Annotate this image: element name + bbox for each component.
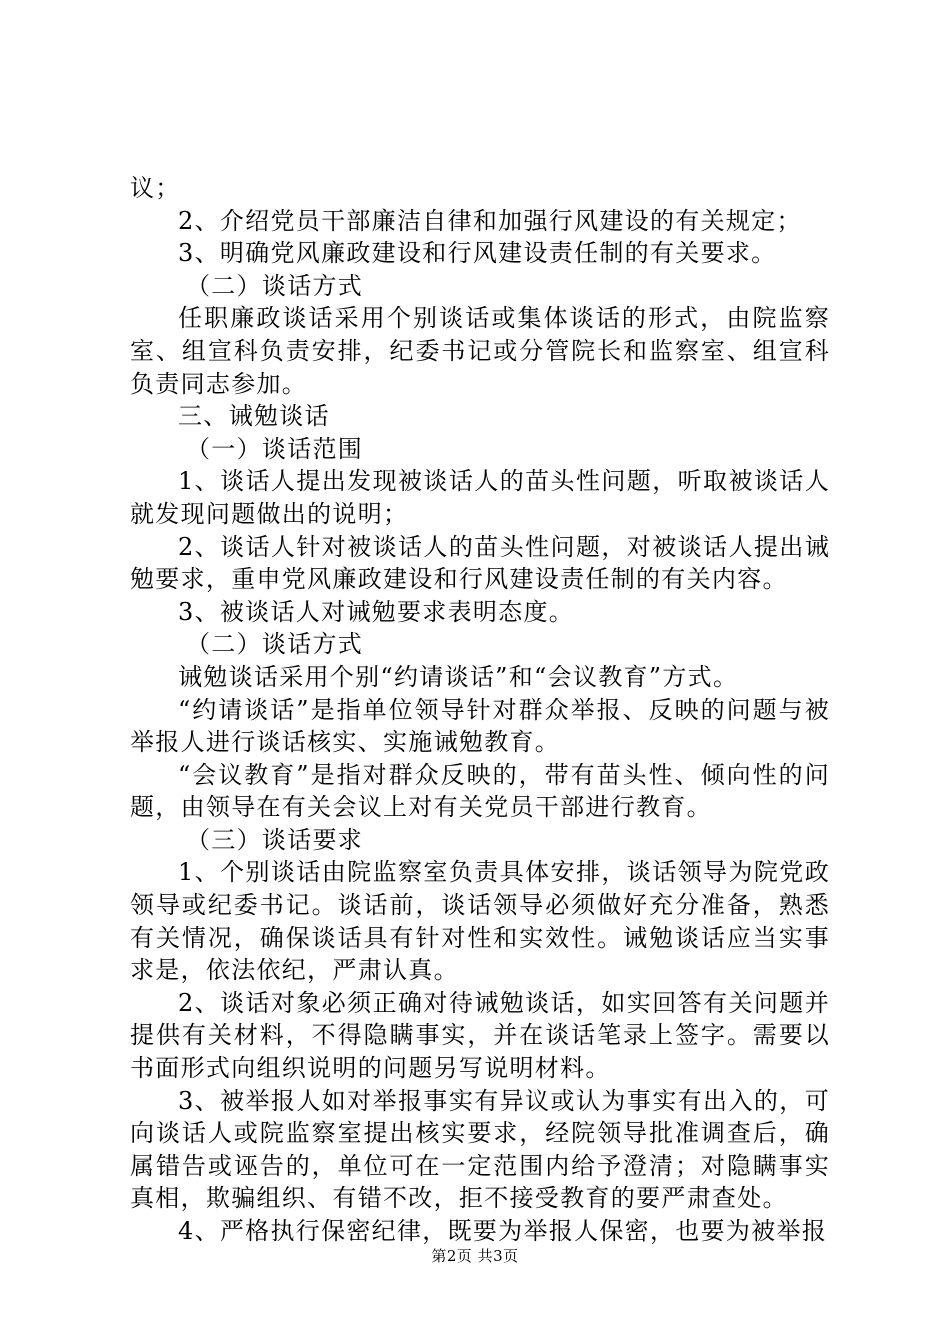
document-body: [130, 172, 830, 1248]
body-paragraph: 1、个别谈话由院监察室负责具体安排，谈话领导为院党政领导或纪委书记。谈话前，谈话领导必须做好充分准备，熟悉有关情况，确保谈话具有针对性和实效性。诫勉谈话应当实事求是，依法依纪，严肃认真。: [130, 858, 830, 985]
body-paragraph: “约请谈话”是指单位领导针对群众举报、反映的问题与被举报人进行谈话核实、实施诫勉教育。: [130, 695, 830, 757]
body-paragraph: 2、谈话人针对被谈话人的苗头性问题，对被谈话人提出诫勉要求，重申党风廉政建设和行风建设责任制的有关内容。: [130, 532, 830, 594]
body-paragraph: （二）谈话方式: [186, 271, 364, 300]
body-paragraph: 任职廉政谈话采用个别谈话或集体谈话的形式，由院监察室、组宣科负责安排，纪委书记或分管院长和监察室、组宣科负责同志参加。: [130, 304, 830, 398]
page-footer: 第2页 共3页: [431, 1247, 519, 1265]
body-paragraph: 3、被谈话人对诫勉要求表明态度。: [178, 597, 575, 626]
body-paragraph: （二）谈话方式: [186, 630, 364, 659]
body-paragraph: 2、谈话对象必须正确对待诫勉谈话，如实回答有关问题并提供有关材料，不得隐瞒事实，并在谈话笔录上签字。需要以书面形式向组织说明的问题另写说明材料。: [130, 988, 830, 1083]
body-paragraph: 3、被举报人如对举报事实有异议或认为事实有出入的，可向谈话人或院监察室提出核实要求，经院领导批准调查后，确属错告或诬告的，单位可在一定范围内给予澄清；对隐瞒事实真相，欺骗组织、有错不改，拒不接受教育的要严肃查处。: [130, 1086, 830, 1213]
body-paragraph: 3、明确党风廉政建设和行风建设责任制的有关要求。: [178, 239, 777, 268]
body-paragraph: （三）谈话要求: [186, 825, 364, 854]
body-paragraph: （一）谈话范围: [186, 434, 364, 463]
body-paragraph: 4、严格执行保密纪律，既要为举报人保密，也要为被举报: [178, 1217, 828, 1245]
body-paragraph: 议；: [130, 174, 181, 202]
body-paragraph: 1、谈话人提出发现被谈话人的苗头性问题，听取被谈话人就发现问题做出的说明；: [130, 467, 830, 528]
body-paragraph: 2、介绍党员干部廉洁自律和加强行风建设的有关规定；: [178, 206, 802, 235]
body-paragraph: 三、诫勉谈话: [178, 402, 330, 431]
body-paragraph: “会议教育”是指对群众反映的，带有苗头性、倾向性的问题，由领导在有关会议上对有关党员干部进行教育。: [130, 760, 830, 822]
body-paragraph: 诫勉谈话采用个别“约请谈话”和“会议教育”方式。: [178, 662, 739, 691]
